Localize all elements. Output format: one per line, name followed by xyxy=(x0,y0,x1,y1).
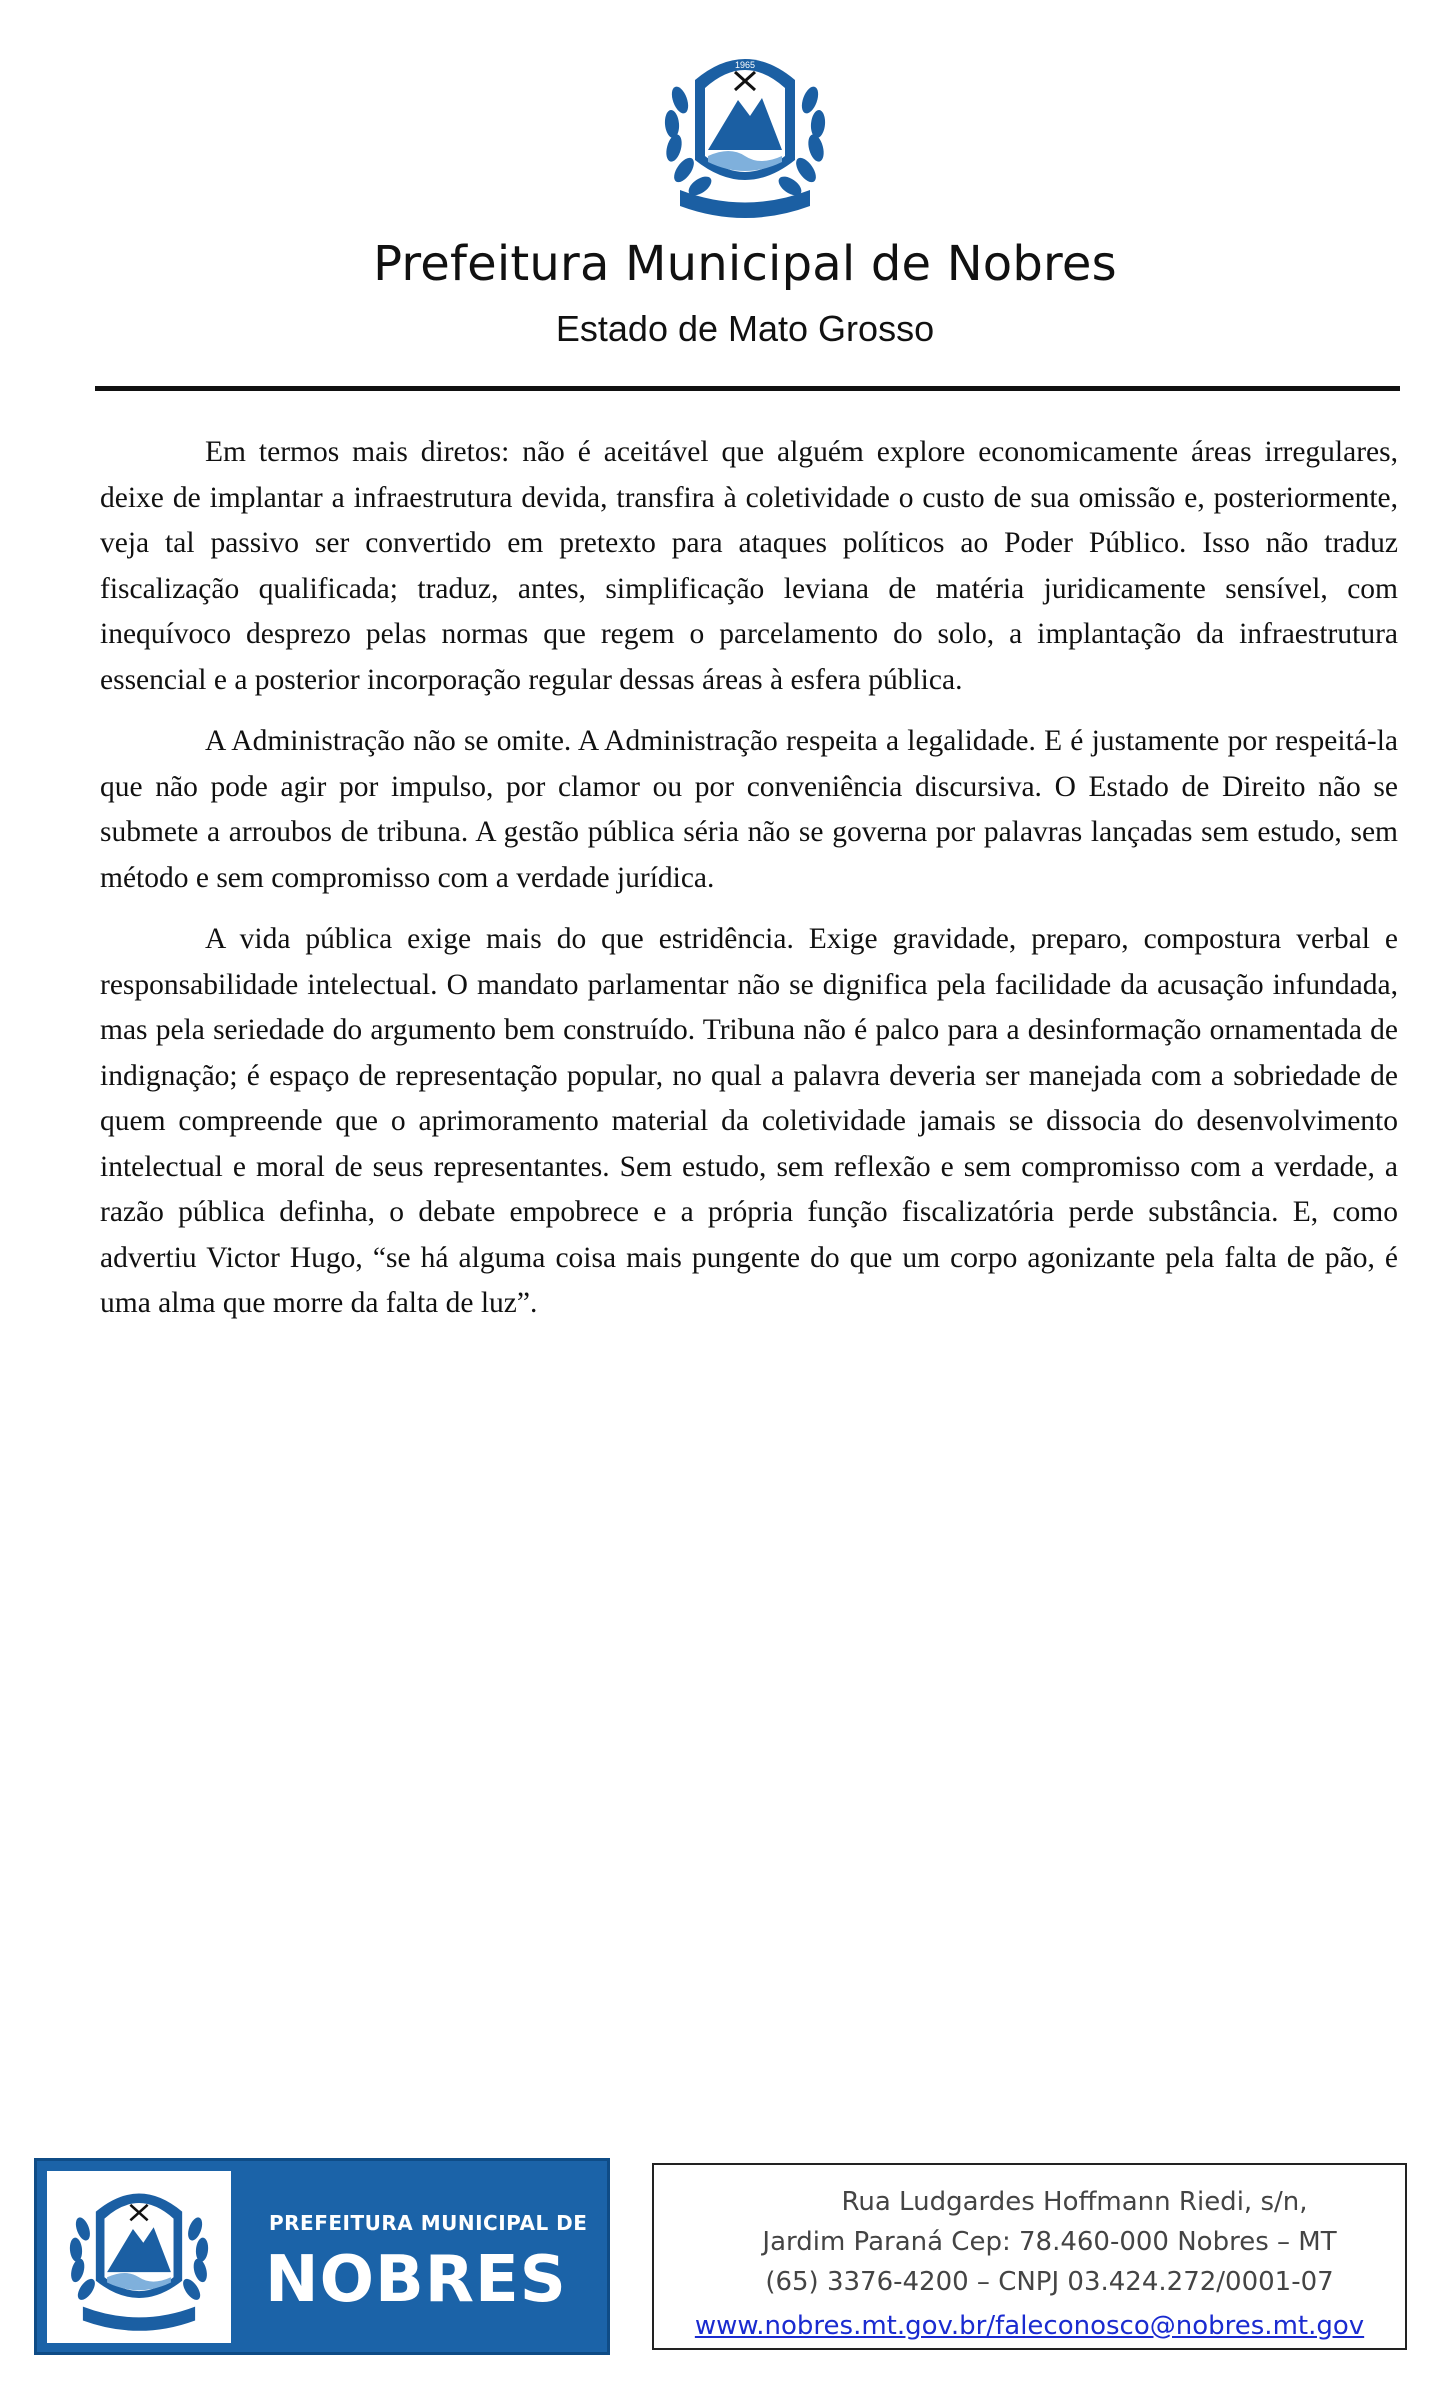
header-divider xyxy=(95,386,1400,391)
page-title: Prefeitura Municipal de Nobres xyxy=(373,236,1117,292)
footer-crest-panel xyxy=(47,2171,231,2343)
address-city: Jardim Paraná Cep: 78.460-000 Nobres – MT xyxy=(762,2227,1337,2257)
paragraph: A Administração não se omite. A Administração respeita a legalidade. E é justamente por respeitá-la que não pode agir por impulso, por clamor ou por conveniência discursiva. O Estado de Direito não se submete a arroubos de tribuna. A gestão pública séria não se governa por palavras lançadas sem estudo, sem método e sem compromisso com a verdade jurídica. xyxy=(100,725,1398,894)
municipal-crest-logo xyxy=(650,40,840,225)
paragraph: A vida pública exige mais do que estridência. Exige gravidade, preparo, compostura verbal e responsabilidade intelectual. O mandato parlamentar não se dignifica pela facilidade da acusação infundada, mas pela seriedade do argumento bem construído. Tribuna não é palco para a desinformação ornamentada de indignação; é espaço de representação popular, no qual a palavra deveria ser manejada com a sobriedade de quem compreende que o aprimoramento material da coletividade jamais se dissocia do desenvolvimento intelectual e moral de seus representantes. Sem estudo, sem reflexão e sem compromisso com a verdade, a razão pública definha, o debate empobrece e a própria função fiscalizatória perde substância. E, como advertiu Victor Hugo, “se há alguma coisa mais pungente do que um corpo agonizante pela falta de pão, é uma alma que morre da falta de luz”. xyxy=(100,923,1398,1319)
svg-text:1965: 1965 xyxy=(734,60,756,70)
footer-logo-caption: PREFEITURA MUNICIPAL DE xyxy=(269,2211,588,2235)
page-subtitle: Estado de Mato Grosso xyxy=(555,308,935,349)
address-phone-cnpj: (65) 3376-4200 – CNPJ 03.424.272/0001-07 xyxy=(765,2267,1334,2297)
website-email-link[interactable]: www.nobres.mt.gov.br/faleconosco@nobres.mt.gov xyxy=(694,2311,1365,2341)
footer-logo-name: NOBRES xyxy=(265,2243,567,2317)
footer-brand-logo xyxy=(34,2158,610,2355)
footer-crest-icon xyxy=(57,2175,221,2339)
footer-address-box xyxy=(652,2163,1407,2350)
paragraph: Em termos mais diretos: não é aceitável que alguém explore economicamente áreas irregulares, deixe de implantar a infraestrutura devida, transfira à coletividade o custo de sua omissão e, posteriormente, veja tal passivo ser convertido em pretexto para ataques políticos ao Poder Público. Isso não traduz fiscalização qualificada; traduz, antes, simplificação leviana de matéria juridicamente sensível, com inequívoco desprezo pelas normas que regem o parcelamento do solo, a implantação da infraestrutura essencial e a posterior incorporação regular dessas áreas à esfera pública. xyxy=(100,436,1398,696)
address-street: Rua Ludgardes Hoffmann Riedi, s/n, xyxy=(841,2187,1308,2217)
document-body xyxy=(100,430,1398,1343)
